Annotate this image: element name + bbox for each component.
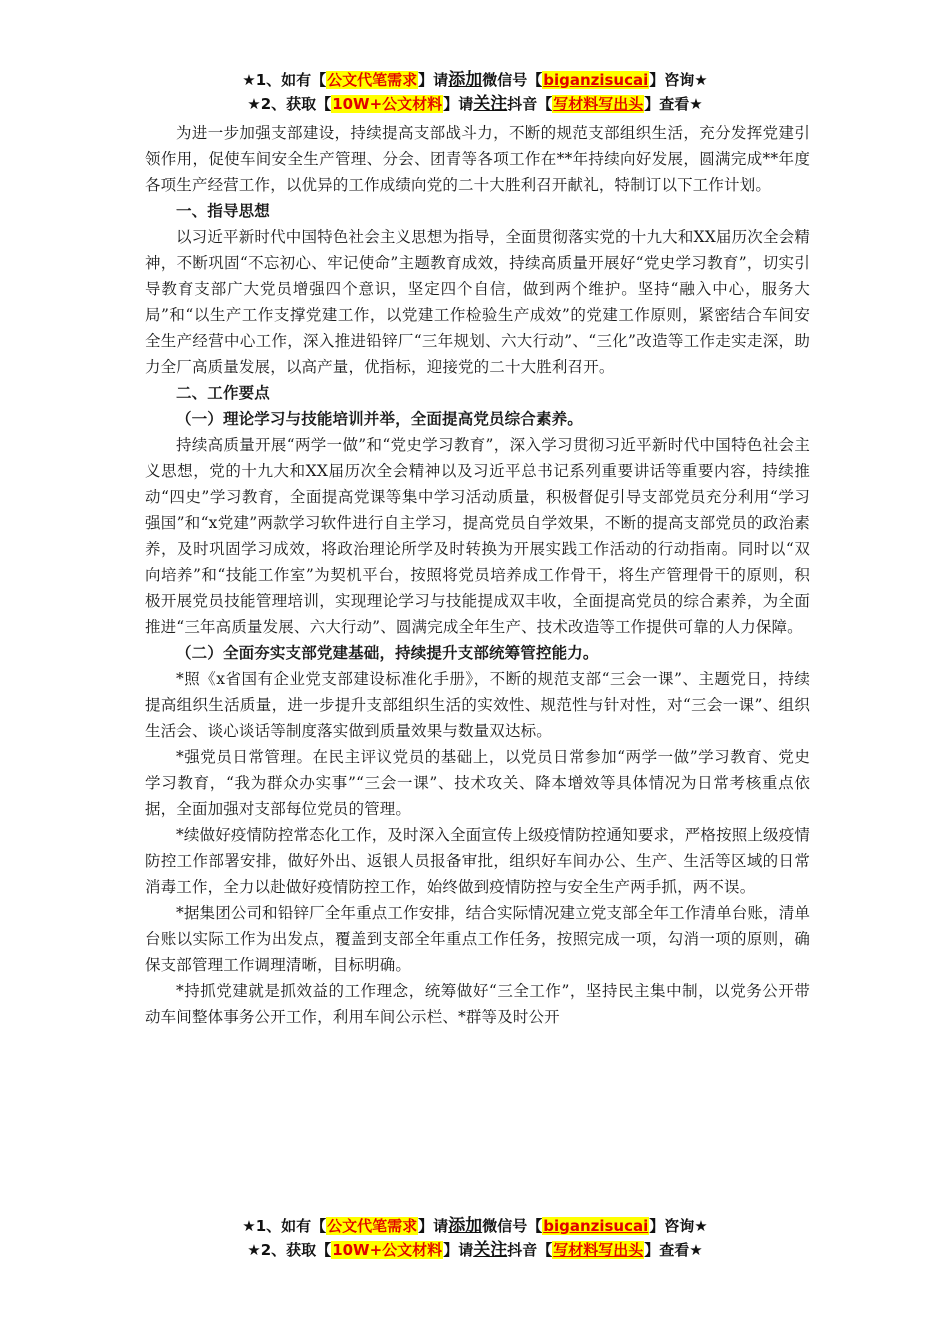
promo-text: 】查看★ xyxy=(644,95,703,113)
promo-text: 】请 xyxy=(418,71,449,89)
promo-text: ★1、如有【 xyxy=(242,1217,327,1235)
subsection-heading-2: （二）全面夯实支部党建基础，持续提升支部统筹管控能力。 xyxy=(176,644,599,662)
promo-text: 】请 xyxy=(418,1217,449,1235)
subsection-2-paragraph-5: *持抓党建就是抓效益的工作理念，统筹做好“三全工作”，坚持民主集中制，以党务公开带动车间整体事务公开工作，利用车间公示栏、*群等及时公开 xyxy=(145,982,810,1026)
promo-highlight: 10W+公文材料 xyxy=(332,95,443,113)
promo-text: 】咨询★ xyxy=(649,71,708,89)
promo-emphasis: 添加 xyxy=(448,1216,483,1236)
promo-line-1 xyxy=(0,68,950,92)
promo-line-2 xyxy=(0,1238,950,1262)
promo-text: 微信号【 xyxy=(482,1217,543,1235)
guiding-ideology-paragraph: 以习近平新时代中国特色社会主义思想为指导，全面贯彻落实党的十九大和XX届历次全会精神，不断巩固“不忘初心、牢记使命”主题教育成效，持续高质量开展好“党史学习教育”，切实引导教育支部广大党员增强四个意识，坚定四个自信，做到两个维护。坚持“融入中心，服务大局”和“以生产工作支撑党建工作，以党建工作检验生产成效”的党建工作原则，紧密结合车间安全生产经营中心工作，深入推进铅锌厂“三年规划、六大行动”、“三化”改造等工作走实走深，助力全厂高质量发展，以高产量，优指标，迎接党的二十大胜利召开。 xyxy=(145,228,810,376)
promo-banner-bottom xyxy=(0,1214,950,1262)
section-heading-work-points: 二、工作要点 xyxy=(176,383,270,402)
promo-text: 抖音【 xyxy=(507,1241,553,1259)
promo-line-2 xyxy=(0,92,950,116)
promo-line-1 xyxy=(0,1214,950,1238)
promo-text: ★1、如有【 xyxy=(242,71,327,89)
subsection-2-paragraph-4: *据集团公司和铅锌厂全年重点工作安排，结合实际情况建立党支部全年工作清单台账，清单台账以实际工作为出发点，覆盖到支部全年重点工作任务，按照完成一项，勾消一项的原则，确保支部管理工作调理清晰，目标明确。 xyxy=(145,904,810,974)
promo-highlight: 10W+公文材料 xyxy=(332,1241,443,1259)
promo-emphasis: 关注 xyxy=(473,1240,508,1260)
douyin-id-highlight: 写材料写出头 xyxy=(553,95,644,113)
promo-text: 】咨询★ xyxy=(649,1217,708,1235)
promo-highlight: 公文代笔需求 xyxy=(327,1217,418,1235)
document-body xyxy=(145,120,810,1030)
promo-text: 】查看★ xyxy=(644,1241,703,1259)
subsection-2-paragraph-1: *照《x省国有企业党支部建设标准化手册》，不断的规范支部“三会一课”、主题党日，持续提高组织生活质量，进一步提升支部组织生活的实效性、规范性与针对性，对“三会一课”、组织生活会、谈心谈话等制度落实做到质量效果与数量双达标。 xyxy=(145,670,810,740)
promo-text: ★2、获取【 xyxy=(247,1241,332,1259)
promo-text: 抖音【 xyxy=(507,95,553,113)
promo-emphasis: 关注 xyxy=(473,94,508,114)
promo-banner-top xyxy=(0,68,950,116)
subsection-2-paragraph-3: *续做好疫情防控常态化工作，及时深入全面宣传上级疫情防控通知要求，严格按照上级疫情防控工作部署安排，做好外出、返银人员报备审批，组织好车间办公、生产、生活等区域的日常消毒工作，全力以赴做好疫情防控工作，始终做到疫情防控与安全生产两手抓，两不误。 xyxy=(145,826,810,896)
douyin-id-highlight: 写材料写出头 xyxy=(553,1241,644,1259)
wechat-id-highlight: biganzisucai xyxy=(543,1217,649,1235)
promo-text: 】请 xyxy=(443,1241,474,1259)
promo-highlight: 公文代笔需求 xyxy=(327,71,418,89)
section-heading-guiding-ideology: 一、指导思想 xyxy=(176,201,270,220)
promo-text: 微信号【 xyxy=(482,71,543,89)
promo-text: ★2、获取【 xyxy=(247,95,332,113)
subsection-2-paragraph-2: *强党员日常管理。在民主评议党员的基础上，以党员日常参加“两学一做”学习教育、党史学习教育，“我为群众办实事”“三会一课”、技术攻关、降本增效等具体情况为日常考核重点依据，全面加强对支部每位党员的管理。 xyxy=(145,748,810,818)
wechat-id-highlight: biganzisucai xyxy=(543,71,649,89)
intro-paragraph: 为进一步加强支部建设，持续提高支部战斗力，不断的规范支部组织生活，充分发挥党建引领作用，促使车间安全生产管理、分会、团青等各项工作在**年持续向好发展，圆满完成**年度各项生产经营工作，以优异的工作成绩向党的二十大胜利召开献礼，特制订以下工作计划。 xyxy=(145,124,810,194)
subsection-1-paragraph: 持续高质量开展“两学一做”和“党史学习教育”，深入学习贯彻习近平新时代中国特色社会主义思想，党的十九大和XX届历次全会精神以及习近平总书记系列重要讲话等重要内容，持续推动“四史”学习教育，全面提高党课等集中学习活动质量，积极督促引导支部党员充分利用“学习强国”和“x党建”两款学习软件进行自主学习，提高党员自学效果，不断的提高支部党员的政治素养，及时巩固学习成效，将政治理论所学及时转换为开展实践工作活动的行动指南。同时以“双向培养”和“技能工作室”为契机平台，按照将党员培养成工作骨干，将生产管理骨干的原则，积极开展党员技能管理培训，实现理论学习与技能提成双丰收，全面提高党员的综合素养，为全面推进“三年高质量发展、六大行动”、圆满完成全年生产、技术改造等工作提供可靠的人力保障。 xyxy=(145,436,810,636)
subsection-heading-1: （一）理论学习与技能培训并举，全面提高党员综合素养。 xyxy=(176,410,583,428)
promo-text: 】请 xyxy=(443,95,474,113)
promo-emphasis: 添加 xyxy=(448,70,483,90)
